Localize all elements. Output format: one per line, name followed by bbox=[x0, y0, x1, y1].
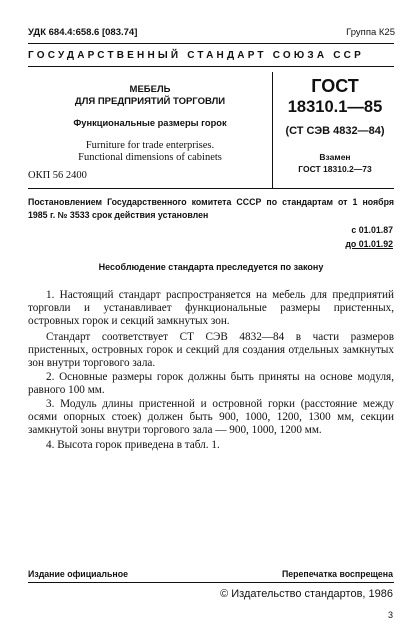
group-code: Группа К25 bbox=[346, 27, 395, 38]
effective-to: до 01.01.92 bbox=[345, 239, 393, 249]
legal-notice: Несоблюдение стандарта преследуется по закону bbox=[98, 262, 324, 272]
title-divider bbox=[272, 72, 273, 188]
page-number: 3 bbox=[387, 610, 393, 620]
title-ru-line2: ДЛЯ ПРЕДПРИЯТИЙ ТОРГОВЛИ bbox=[74, 96, 226, 107]
title-block-rule bbox=[28, 188, 394, 189]
title-ru-subtitle: Функциональные размеры горок bbox=[73, 118, 227, 128]
replaces-value: ГОСТ 18310.2—73 bbox=[298, 164, 372, 174]
gost-label: ГОСТ bbox=[311, 76, 359, 96]
paragraph-3: 2. Основные размеры горок должны быть приняты на основе модуля, равного 100 мм. bbox=[28, 371, 394, 396]
okp-code: ОКП 56 2400 bbox=[28, 170, 87, 181]
effective-from: с 01.01.87 bbox=[351, 225, 393, 235]
decree-text: Постановлением Государственного комитета СССР по стандартам от 1 ноября 1985 г. № 3533 срок действия установлен bbox=[28, 197, 394, 220]
reprint-prohibited: Перепечатка воспрещена bbox=[281, 569, 393, 579]
paragraph-4: 3. Модуль длины пристенной и островной горки (расстояние между осями опорных стоек) должен быть 900, 1000, 1200, 1300 мм, секции замкнутой зоны внутри торгового зала — 900, 1000, 1200 мм. bbox=[28, 398, 394, 436]
st-sev-number: (СТ СЭВ 4832—84) bbox=[285, 125, 385, 137]
copyright: © Издательство стандартов, 1986 bbox=[220, 588, 393, 600]
udk-code: УДК 684.4:658.6 [083.74] bbox=[28, 27, 138, 38]
top-rule bbox=[28, 43, 394, 44]
title-ru-line1: МЕБЕЛЬ bbox=[129, 84, 171, 95]
banner-rule bbox=[28, 66, 394, 67]
standard-banner: ГОСУДАРСТВЕННЫЙ СТАНДАРТ СОЮЗА ССР bbox=[28, 50, 364, 61]
gost-number: 18310.1—85 bbox=[287, 98, 383, 116]
paragraph-1: 1. Настоящий стандарт распространяется на мебель для предприятий торговли и устанавливает функциональные размеры пристенных, островных горок и секций замкнутых зон. bbox=[28, 289, 394, 327]
footer-rule bbox=[28, 582, 394, 583]
title-en-line2: Functional dimensions of cabinets bbox=[78, 152, 222, 163]
paragraph-2: Стандарт соответствует СТ СЭВ 4832—84 в части размеров пристенных, островных горок и секций для создания отдельных замкнутых зон внутри торгового зала. bbox=[28, 331, 394, 369]
official-edition: Издание официальное bbox=[28, 569, 128, 579]
title-en-line1: Furniture for trade enterprises. bbox=[85, 140, 215, 151]
paragraph-5: 4. Высота горок приведена в табл. 1. bbox=[46, 439, 220, 451]
replaces-label: Взамен bbox=[319, 152, 351, 162]
